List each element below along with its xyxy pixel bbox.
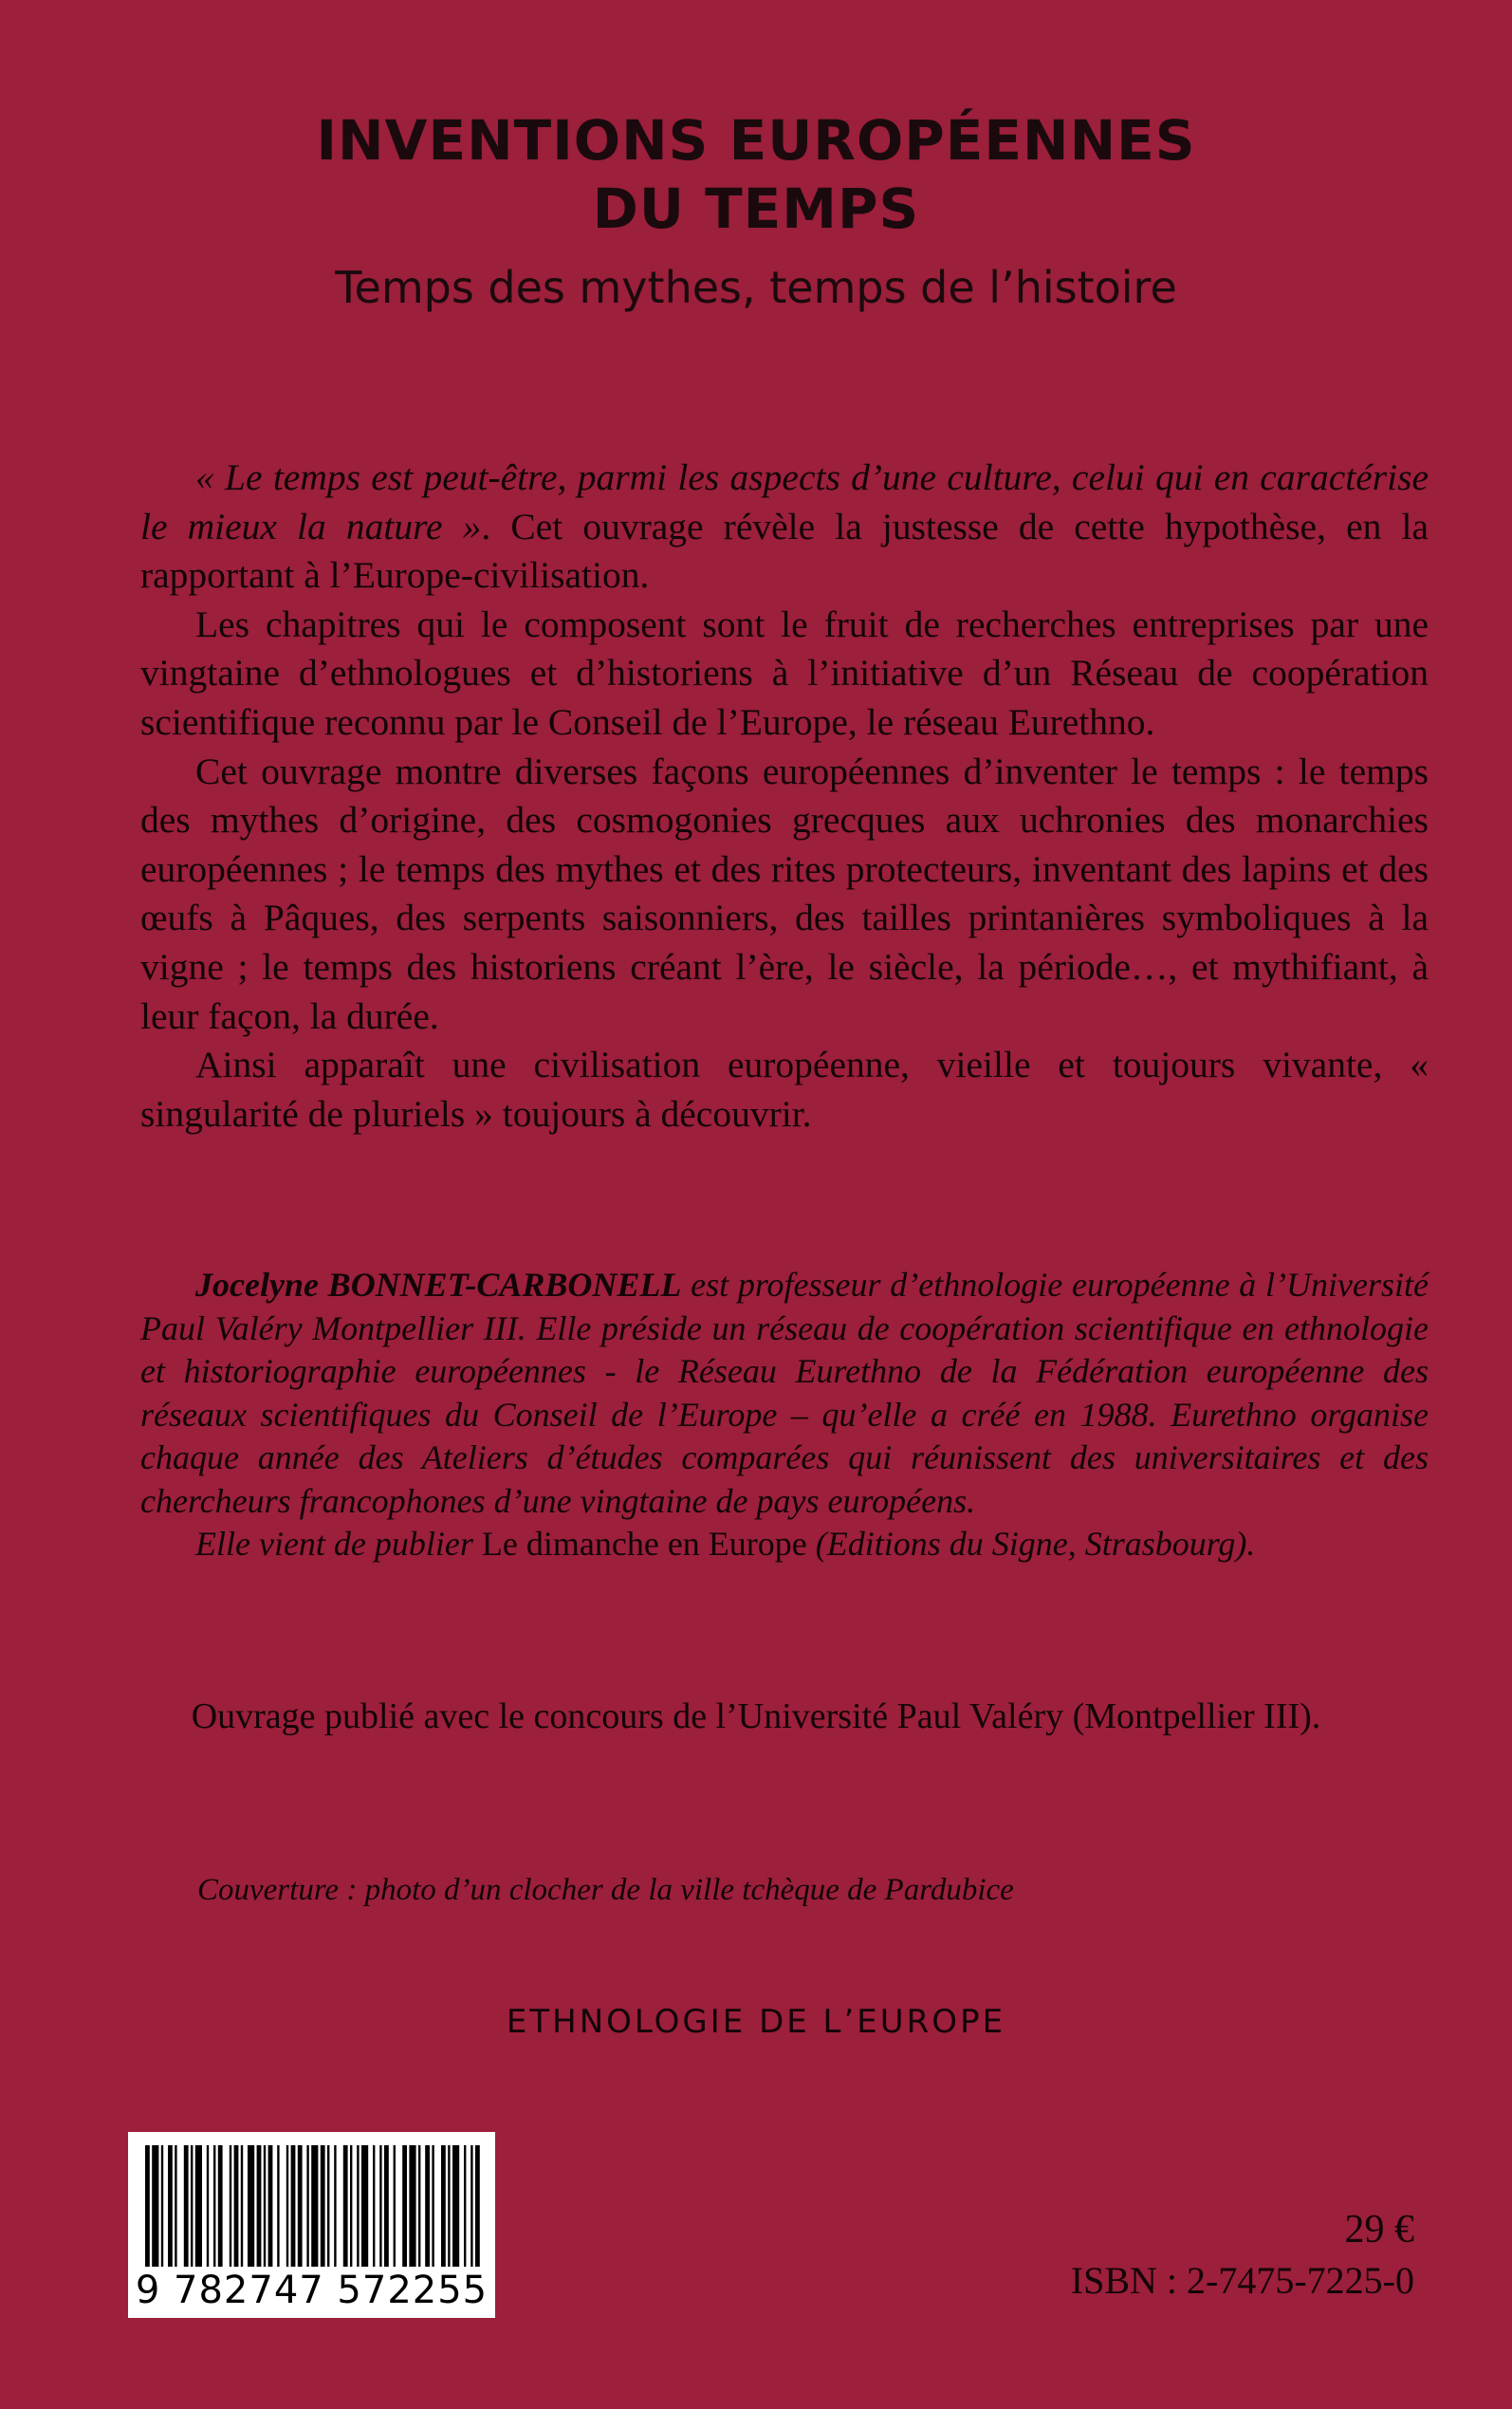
author-bio xyxy=(140,1264,1429,1566)
barcode-bar xyxy=(361,2145,368,2267)
series-name: ETHNOLOGIE DE L’EUROPE xyxy=(506,2003,1006,2041)
barcode-bar xyxy=(441,2145,446,2267)
barcode-bar xyxy=(373,2145,375,2267)
price: 29 € xyxy=(1344,2208,1414,2251)
barcode-bar xyxy=(264,2145,266,2267)
barcode-bar xyxy=(384,2145,389,2267)
barcode-bar xyxy=(334,2145,336,2267)
barcode-bar xyxy=(350,2145,352,2267)
barcode-bar xyxy=(306,2145,308,2267)
barcode-bar xyxy=(213,2145,215,2267)
barcode-bar xyxy=(432,2145,433,2267)
barcode-bar xyxy=(191,2145,193,2267)
barcode xyxy=(128,2132,495,2318)
barcode-bar xyxy=(402,2145,407,2267)
barcode-bar xyxy=(286,2145,288,2267)
barcode-bar xyxy=(475,2145,480,2267)
barcode-bar xyxy=(241,2145,243,2267)
barcode-bar xyxy=(464,2145,466,2267)
barcode-bar xyxy=(161,2145,163,2267)
blurb-paragraph-1-text: . Cet ouvrage révèle la justesse de cette hypothèse, en la rapportant à l’Europe-civilisation. xyxy=(140,505,1429,597)
barcode-bar xyxy=(277,2145,279,2267)
book-title-line-2: DU TEMPS xyxy=(592,176,920,241)
barcode-bar xyxy=(321,2145,325,2267)
barcode-bar xyxy=(195,2145,202,2267)
publication-support-note: Ouvrage publié avec le concours de l’Université Paul Valéry (Montpellier III). xyxy=(191,1696,1321,1736)
barcode-bar xyxy=(248,2145,254,2267)
barcode-bar xyxy=(425,2145,430,2267)
barcode-bar xyxy=(470,2145,472,2267)
barcode-bar xyxy=(452,2145,459,2267)
barcode-bars xyxy=(128,2132,495,2274)
barcode-bar xyxy=(234,2145,239,2267)
blurb-paragraph-3: Cet ouvrage montre diverses façons européennes d’inventer le temps : le temps des mythes d’origine, des cosmogonies grecques aux uchronies des monarchies européennes ; le temps des mythes et des rites protecteurs, inventant des lapins et des œufs à Pâques, des serpents saisonniers, des tailles printanières symboliques à la vigne ; le temps des historiens créant l’ère, le siècle, la période…, et mythifiant, à leur façon, la durée. xyxy=(140,750,1429,1037)
barcode-bar xyxy=(152,2145,158,2267)
cover-photo-credit: Couverture : photo d’un clocher de la ville tchèque de Pardubice xyxy=(197,1873,1014,1907)
barcode-bar xyxy=(418,2145,420,2267)
blurb xyxy=(140,454,1429,1139)
blurb-paragraph-2: Les chapitres qui le composent sont le fruit de recherches entreprises par une vingtaine d’ethnologues et d’historiens à l’initiative d’un Réseau de coopération scientifique reconnu par le Conseil de l’Europe, le réseau Eurethno. xyxy=(140,602,1429,743)
barcode-digits: 9 782747 572255 xyxy=(135,2269,489,2312)
barcode-bar xyxy=(207,2145,209,2267)
barcode-bar xyxy=(291,2145,296,2267)
author-bio-text: est professeur d’ethnologie européenne à l’Université Paul Valéry Montpellier III. Elle préside un réseau de coopération scientifique en ethnologie et historiographie européennes - le Réseau Eurethno de la Fédération européenne des réseaux scientifiques du Conseil de l’Europe – qu’elle a créé en 1988. Eurethno organise chaque année des Ateliers d’études comparées qui réunissent des universitaires et des chercheurs francophones d’une vingtaine de pays européens. xyxy=(140,1266,1429,1520)
barcode-bar xyxy=(184,2145,189,2267)
barcode-bar xyxy=(357,2145,359,2267)
barcode-bar xyxy=(145,2145,150,2267)
barcode-bar xyxy=(379,2145,381,2267)
recent-prefix: Elle vient de publier xyxy=(195,1525,482,1563)
barcode-bar xyxy=(298,2145,303,2267)
barcode-bar xyxy=(257,2145,262,2267)
isbn: ISBN : 2-7475-7225-0 xyxy=(1070,2259,1414,2302)
barcode-bar xyxy=(409,2145,415,2267)
blurb-paragraph-1 xyxy=(140,454,1429,601)
recent-suffix: (Editions du Signe, Strasbourg). xyxy=(806,1525,1256,1563)
barcode-bar xyxy=(327,2145,329,2267)
blurb-paragraph-4: Ainsi apparaît une civilisation européenne, vieille et toujours vivante, « singularité de pluriels » toujours à découvrir. xyxy=(140,1044,1429,1135)
recent-book-title: Le dimanche en Europe xyxy=(481,1525,807,1563)
barcode-bar xyxy=(311,2145,318,2267)
barcode-bar xyxy=(268,2145,273,2267)
book-subtitle: Temps des mythes, temps de l’histoire xyxy=(335,262,1177,313)
barcode-bar xyxy=(168,2145,173,2267)
barcode-bar xyxy=(343,2145,348,2267)
blurb-quote: « Le temps est peut-être, parmi les aspects d’une culture, celui qui en caractérise le mieux la nature » xyxy=(140,456,1429,547)
barcode-bar xyxy=(394,2145,396,2267)
author-name: Jocelyne BONNET-CARBONELL xyxy=(195,1266,682,1304)
author-bio-paragraph xyxy=(140,1264,1429,1523)
barcode-bar xyxy=(230,2145,231,2267)
book-title-line-1: INVENTIONS EUROPÉENNES xyxy=(316,108,1196,173)
barcode-bar xyxy=(448,2145,450,2267)
barcode-bar xyxy=(175,2145,176,2267)
author-recent-publication xyxy=(140,1523,1429,1566)
barcode-bar xyxy=(218,2145,223,2267)
book-title xyxy=(0,106,1512,243)
